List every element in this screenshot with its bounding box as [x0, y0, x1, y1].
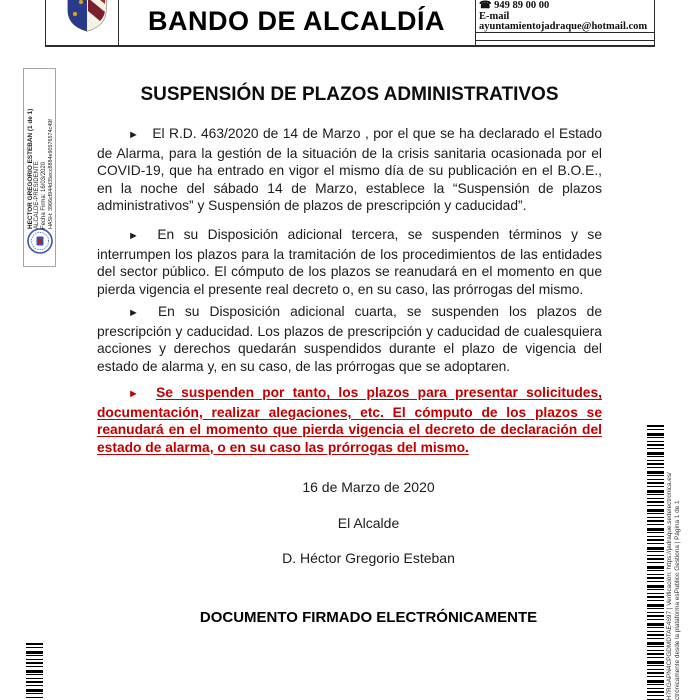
- verification-platform-text: ctrónicamente desde la plataforma esPublico Gestiona | Página 1 de 1: [674, 500, 681, 700]
- paragraph-third-provision: ► En su Disposición adicional tercera, se suspenden términos y se interrumpen los plazos para la tramitación de los procedimientos de las entidades del sector público. El cómputo de los plazos se reanudará en el momento en que pierda vigencia el presente real decreto o, en su caso, las prórrogas del mismo.: [97, 227, 602, 297]
- phone-icon: ☎: [479, 0, 492, 11]
- signature-date-line: Fecha Firma: 16/03/2020: [41, 161, 48, 229]
- signer-role-line: ALCALDE-PRESIDENTE: [34, 161, 41, 229]
- signer-name-line: HECTOR GREGORIO ESTEBAN (1 de 1): [27, 108, 34, 229]
- bullet-arrow-icon: ►: [128, 230, 139, 242]
- email-address: ayuntamientojadraque@hotmail.com: [479, 21, 648, 32]
- contact-block: [479, 1, 653, 33]
- municipal-seal-icon: [27, 228, 53, 254]
- document-header: [45, 0, 655, 47]
- paragraph-suspension-highlight: ► Se suspenden por tanto, los plazos para presentar solicitudes, documentación, realizar alegaciones, etc. El cómputo de los plazos se reanudará en el momento que pierda vigencia el decreto de declaración del estado de alarma, o en su caso las prórrogas del mismo.: [97, 385, 602, 455]
- header-border-left: [45, 0, 46, 47]
- document-heading: SUSPENSIÓN DE PLAZOS ADMINISTRATIVOS: [140, 84, 559, 105]
- bullet-arrow-icon: ►: [128, 388, 139, 400]
- signer-role: El Alcalde: [337, 515, 400, 531]
- bullet-arrow-icon: ►: [128, 129, 139, 141]
- signer-name: D. Héctor Gregorio Esteban: [282, 550, 455, 566]
- phone-number: 949 89 00 00: [494, 0, 550, 11]
- signature-stamp-box: [23, 68, 56, 267]
- verification-barcode-corner: [26, 643, 43, 699]
- bullet-arrow-icon: ►: [128, 307, 139, 319]
- signature-hash-line: HASH: 3966cf944d35ecc8884e90576574c49f: [48, 119, 55, 229]
- electronically-signed-note: DOCUMENTO FIRMADO ELECTRÓNICAMENTE: [199, 609, 538, 626]
- municipal-coat-of-arms-icon: [66, 0, 108, 32]
- email-label: E-mail: [479, 10, 510, 22]
- signature-stamp-text: [27, 79, 55, 229]
- paragraph-fourth-provision: ► En su Disposición adicional cuarta, se suspenden los plazos de prescripción y caducidad. Los plazos de prescripción y caducidad de cualesquiera acciones y derechos quedarán suspendidos durante el plazo de vigencia del estado de alarma y, en su caso, de las prórrogas que se adoptaren.: [97, 304, 602, 374]
- verification-barcode-right: [647, 425, 664, 700]
- page-title: BANDO DE ALCALDÍA: [148, 6, 445, 36]
- paragraph-decree: ► El R.D. 463/2020 de 14 de Marzo , por el que se ha declarado el Estado de Alarma, para la gestión de la situación de la crisis sanitaria ocasionada por el COVID-19, que ha entrado en vigor el mismo día de su publicación en el B.O.E., en la noche del sábado 14 de Marzo, establece la “Suspensión de plazos administrativos” y Suspensión de plazos de prescripción y caducidad”.: [97, 126, 602, 213]
- contact-cell-border-2: [475, 40, 655, 41]
- verification-code-text: H7RGAPN4CPGDMDTAE4697 | Verificación: https://jadraque.sedelectronica.es/: [666, 472, 673, 700]
- header-border-bottom: [45, 45, 655, 47]
- document-date: 16 de Marzo de 2020: [302, 479, 435, 495]
